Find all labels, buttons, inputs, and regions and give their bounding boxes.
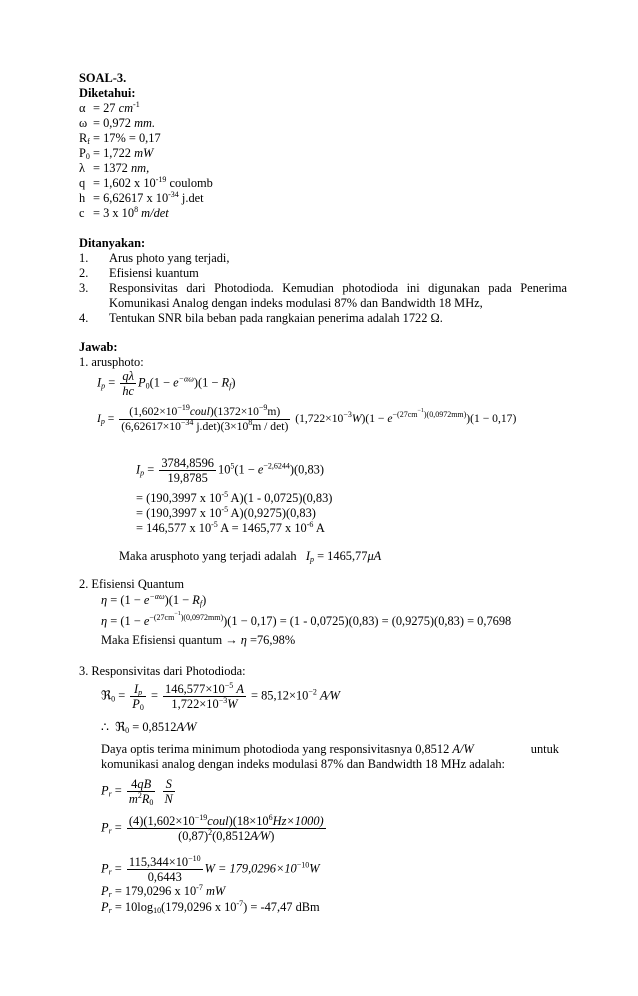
- s1-line-3: = 146,577 x $10^{-5}$ A = 1465,77 x $10^{-6}$ A: [136, 520, 325, 535]
- given-c: c = 3 x $10^8$ m/det: [79, 205, 169, 220]
- s1-conclusion: Maka arusphoto yang terjadi adalah $I_p = 1465,77\mu A$: [119, 549, 382, 564]
- given-h: h = 6,62617 x $10^{-34}$ j.det: [79, 190, 204, 205]
- given-rf: $R_f$ = 17% = 0,17: [79, 131, 161, 146]
- eq-pr-formula: $P_r$ = $\frac{4qB}{m^2R_0}$ $\frac{S}{N}$: [101, 777, 173, 807]
- given-p0: $P_0$ = 1,722 mW: [79, 146, 154, 161]
- given-lambda: λ = 1372 nm,: [79, 161, 150, 175]
- soal-title: SOAL-3.: [79, 71, 127, 85]
- eq-ip-substituted: $I_p$ = $\frac{(1,602\times 10^{-19}coul)(1372\times 10^{-9}m)}{(6,62617\times 10^{-34} j.\det)(3\times 10^8m / \det)}$ $(1,722\times 10^{-3}W)(1 - e^{-(27cm^{-1})(0,0972mm)})(1 - 0,17)$: [97, 403, 517, 433]
- eq-responsivity: ℜ$_0$ = $\frac{I_p}{P_0}$ = $\frac{146,577\times 10^{-5} A}{1,722\times 10^{-3}W}$ = $85,12\times 10^{-2}$ A⁄W: [101, 681, 340, 712]
- eq-eta-formula: $\eta = (1 - e^{-\alpha\omega})(1 - R_f)$: [101, 592, 207, 608]
- given-omega: ω = 0,972 mm.: [79, 116, 156, 130]
- given-alpha: α = 27 $cm^{-1}$: [79, 100, 140, 115]
- s3-paragraph-1: Daya optis terima minimum photodioda yang responsivitasnya 0,8512 A/W untuk: [101, 742, 559, 756]
- question-4: 4. Tentukan SNR bila beban pada rangkaian penerima adalah 1722 Ω.: [79, 311, 443, 325]
- eq-pr-result: $P_r$ = $\frac{115,344\times 10^{-10}}{0,6443}$ $W = 179,0296\times 10^{-10}W$: [101, 854, 320, 884]
- s1-line-1: = (190,3997 x $10^{-5}$ A)(1 - 0,0725)(0,83): [136, 490, 333, 505]
- question-1: 1. Arus photo yang terjadi,: [79, 251, 230, 265]
- question-3: 3. Responsivitas dari Photodioda. Kemudian photodioda ini digunakan pada Penerima: [79, 281, 567, 295]
- eq-eta-substituted: $\eta = (1 - e^{-(27cm^{-1})(0,0972mm)})(1 - 0,17) = (1 - 0,0725)(0,83) = (0,9275)(0,83) = 0,7698$: [101, 611, 512, 628]
- given-q: q = 1,602 x $10^{-19}$ coulomb: [79, 175, 213, 190]
- pr-dbm: $P_r = 10\log_{10}(179,0296$ x $10^{-7}) = -47,47$ dBm: [101, 899, 320, 915]
- question-3-cont: Komunikasi Analog dengan indeks modulasi 87% dan Bandwidth 18 MHz,: [109, 296, 483, 310]
- jawab-title: Jawab:: [79, 340, 118, 354]
- pr-mw: $P_r = 179,0296$ x $10^{-7}$ mW: [101, 883, 226, 899]
- s1-heading: 1. arusphoto:: [79, 355, 144, 369]
- s2-conclusion: Maka Efisiensi quantum → η =76,98%: [101, 633, 296, 647]
- s1-line-2: = (190,3997 x $10^{-5}$ A)(0,9275)(0,83): [136, 505, 316, 520]
- eq-responsivity-result: ∴ ℜ$_0$ = 0,8512A⁄W: [101, 720, 197, 735]
- s3-paragraph-2: komunikasi analog dengan indeks modulasi 87% dan Bandwidth 18 MHz adalah:: [101, 757, 505, 771]
- diketahui-title: Diketahui:: [79, 86, 136, 100]
- eq-ip-formula: $I_p$ = $\frac{q\lambda}{hc}$ $P_0(1 - e^{-\alpha\omega})(1 - R_f)$: [97, 369, 236, 398]
- question-2: 2. Efisiensi kuantum: [79, 266, 199, 280]
- eq-ip-simplified: $I_p$ = $\frac{3784,8596}{19,8785}$ $10^5(1 - e^{-2,6244})(0,83)$: [136, 456, 324, 485]
- ditanyakan-title: Ditanyakan:: [79, 236, 146, 250]
- s2-heading: 2. Efisiensi Quantum: [79, 577, 184, 591]
- eq-pr-substituted: $P_r$ = $\frac{(4)(1,602\times 10^{-19}coul)(18\times 10^6Hz\times 1000)}{(0,87)^2(0,8512A⁄W)}$: [101, 813, 324, 843]
- s3-heading: 3. Responsivitas dari Photodioda:: [79, 664, 246, 678]
